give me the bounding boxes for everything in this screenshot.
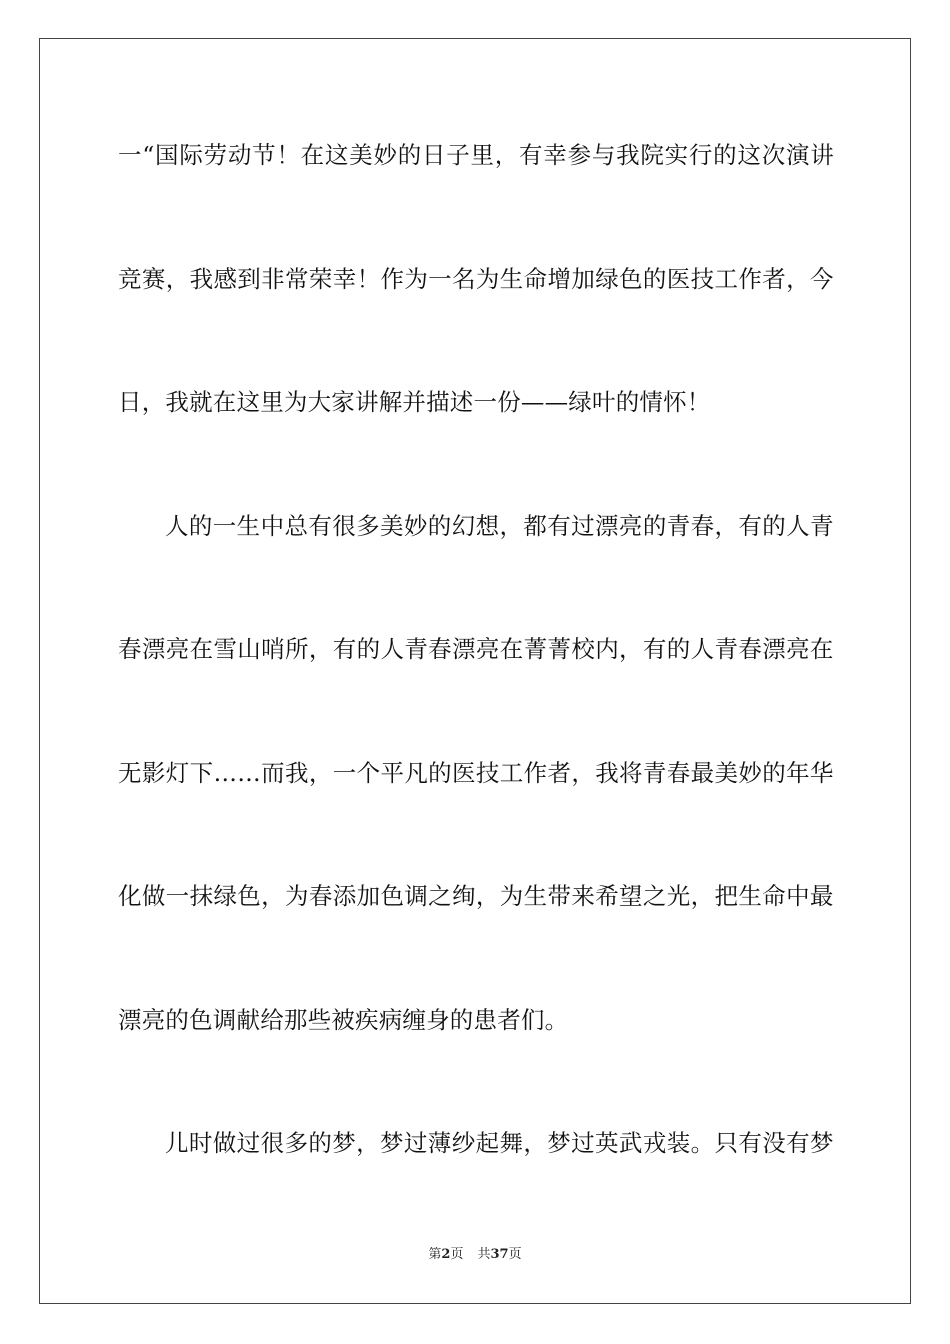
text-line-4: 人 的 一 生 中 总 有 很 多 美 妙 的 幻 想 ， 都 有 过 漂 亮 的 青 春 ， 有 的 人 青 bbox=[165, 512, 834, 540]
text-line-6: 无 影 灯 下 … … 而 我 ， 一 个 平 凡 的 医 技 工 作 者 ， 我 将 青 春 最 美 妙 的 年 华 bbox=[118, 759, 834, 787]
total-prefix: 共 bbox=[477, 1247, 491, 1262]
total-pages: 37 bbox=[490, 1247, 509, 1262]
page-suffix: 页 bbox=[450, 1247, 464, 1262]
page-border bbox=[39, 38, 911, 1304]
text-line-8: 漂亮的色调献给那些被疾病缠身的患者们。 bbox=[118, 1006, 569, 1034]
total-suffix: 页 bbox=[508, 1247, 522, 1262]
text-line-7: 化 做 一 抹 绿 色 ， 为 春 添 加 色 调 之 绚 ， 为 生 带 来 希 望 之 光 ， 把 生 命 中 最 bbox=[118, 882, 834, 910]
text-line-2: 竞 赛 ， 我 感 到 非 常 荣 幸 ！ 作 为 一 名 为 生 命 增 加 绿 色 的 医 技 工 作 者 ， 今 bbox=[118, 265, 834, 293]
text-line-9: 儿 时 做 过 很 多 的 梦 ， 梦 过 薄 纱 起 舞 ， 梦 过 英 武 戎 装 。 只 有 没 有 梦 bbox=[165, 1129, 834, 1157]
text-line-5: 春 漂 亮 在 雪 山 哨 所 ， 有 的 人 青 春 漂 亮 在 菁 菁 校 内 ， 有 的 人 青 春 漂 亮 在 bbox=[118, 635, 834, 663]
page-footer bbox=[0, 1246, 950, 1264]
text-line-3: 日，我就在这里为大家讲解并描述一份——绿叶的情怀！ bbox=[118, 388, 711, 416]
page-number: 2 bbox=[441, 1247, 451, 1262]
text-line-1: 一 “ 国 际 劳 动 节 ！ 在 这 美 妙 的 日 子 里 ， 有 幸 参 与 我 院 实 行 的 这 次 演 讲 bbox=[118, 141, 834, 169]
page-prefix: 第 bbox=[428, 1247, 442, 1262]
